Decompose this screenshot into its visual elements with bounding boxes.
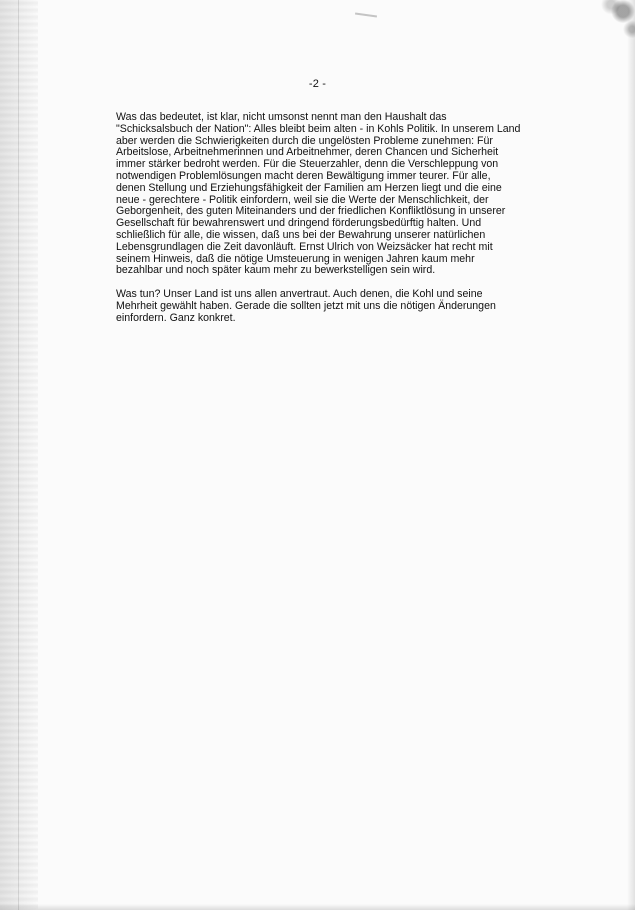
paragraph-line: "Schicksalsbuch der Nation": Alles bleibt beim alten - in Kohls Politik. In unserem Land xyxy=(116,122,521,135)
scan-noise-top-right-corner xyxy=(575,0,635,45)
paragraph-line: einfordern. Ganz konkret. xyxy=(116,311,236,324)
paragraph-line: Was das bedeutet, ist klar, nicht umsonst nennt man den Haushalt das xyxy=(116,111,447,123)
paragraph-line: immer stärker bedroht werden. Für die Steuerzahler, denn die Verschleppung von xyxy=(116,158,499,171)
paragraph-line: schließlich für alle, die wissen, daß uns bei der Bewahrung unserer natürlichen xyxy=(116,228,486,241)
scan-noise-left-edge xyxy=(0,0,38,910)
paragraph-line: Gesellschaft für bewahrenswert und dringend förderungsbedürftig halten. Und xyxy=(116,217,482,230)
paragraph-line: Mehrheit gewählt haben. Gerade die sollten jetzt mit uns die nötigen Änderungen xyxy=(116,299,496,312)
paragraph-line: bezahlbar und noch später kaum mehr zu bewerkstelligen sein wird. xyxy=(116,264,436,277)
page-number: -2 - xyxy=(308,78,327,90)
paragraph-line: Arbeitslose, Arbeitnehmerinnen und Arbeitnehmer, deren Chancen und Sicherheit xyxy=(116,146,499,159)
scan-speck xyxy=(355,12,377,17)
paragraph-line: Geborgenheit, des guten Miteinanders und der friedlichen Konfliktlösung in unserer xyxy=(116,205,506,218)
scan-noise-right-edge xyxy=(627,0,635,910)
paragraph-line: Lebensgrundlagen die Zeit davonläuft. Ernst Ulrich von Weizsäcker hat recht mit xyxy=(116,240,493,253)
paragraph-line: Was tun? Unser Land ist uns allen anvertraut. Auch denen, die Kohl und seine xyxy=(116,288,483,301)
paragraph-line: seinem Hinweis, daß die nötige Umsteuerung in wenigen Jahren kaum mehr xyxy=(116,252,475,265)
paragraph-line: aber werden die Schwierigkeiten durch die ungelösten Probleme zunehmen: Für xyxy=(116,134,493,147)
paragraph-line: notwendigen Problemlösungen macht deren Bewältigung immer teurer. Für alle, xyxy=(116,169,491,182)
scan-noise-bottom-edge xyxy=(0,904,635,910)
paragraph-1 xyxy=(116,112,546,277)
paragraph-line: denen Stellung und Erziehungsfähigkeit der Familien am Herzen liegt und die eine xyxy=(116,181,502,194)
paragraph-line: neue - gerechtere - Politik einfordern, weil sie die Werte der Menschlichkeit, der xyxy=(116,193,489,206)
document-body xyxy=(116,112,546,325)
paragraph-2 xyxy=(116,289,546,324)
